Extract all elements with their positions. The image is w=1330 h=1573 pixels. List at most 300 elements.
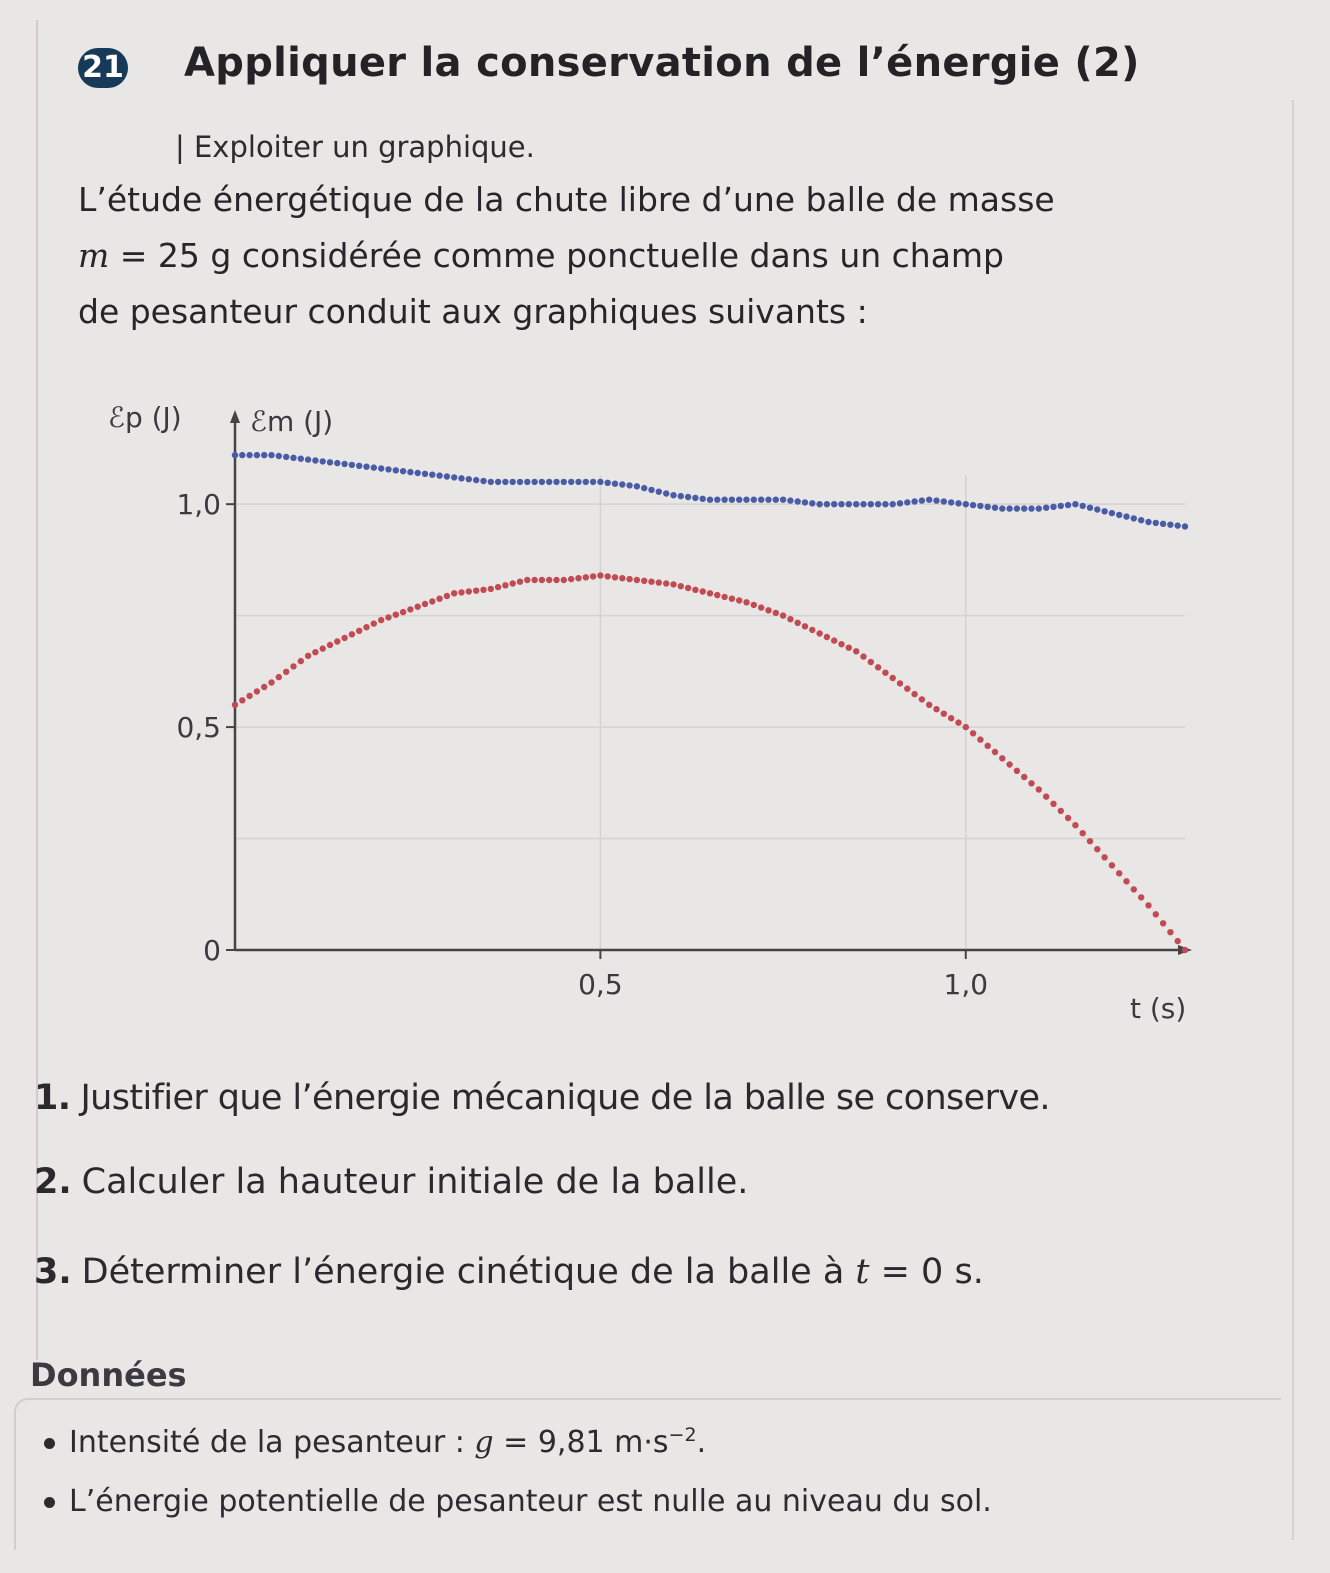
data-point xyxy=(890,501,896,507)
data-point xyxy=(634,483,640,489)
data-point xyxy=(824,634,830,640)
data-point xyxy=(378,617,384,623)
data-point xyxy=(320,645,326,651)
chart-grid xyxy=(235,475,1185,950)
data-point xyxy=(363,624,369,630)
data-point xyxy=(488,479,494,485)
data-point xyxy=(1080,503,1086,509)
data-point xyxy=(393,612,399,618)
data-point xyxy=(948,499,954,505)
data-point xyxy=(977,503,983,509)
data-point xyxy=(816,501,822,507)
data-point xyxy=(298,456,304,462)
data-point xyxy=(985,743,991,749)
data-point xyxy=(246,452,252,458)
data-point xyxy=(1087,505,1093,511)
data-point xyxy=(261,452,267,458)
data-point xyxy=(1131,515,1137,521)
gravity-value: = 9,81 m·s xyxy=(493,1425,669,1460)
data-point xyxy=(831,637,837,643)
data-point xyxy=(641,578,647,584)
data-point xyxy=(1036,505,1042,511)
data-point xyxy=(670,492,676,498)
x-axis-label: t (s) xyxy=(1130,992,1187,1025)
data-point xyxy=(1153,911,1159,917)
data-point xyxy=(400,468,406,474)
data-point xyxy=(341,635,347,641)
data-point xyxy=(1028,780,1034,786)
data-point xyxy=(1101,854,1107,860)
data-point xyxy=(911,498,917,504)
right-margin-rule xyxy=(1292,100,1294,1540)
data-point xyxy=(868,659,874,665)
data-point xyxy=(948,715,954,721)
data-point xyxy=(795,498,801,504)
data-point xyxy=(656,489,662,495)
data-point xyxy=(444,593,450,599)
data-point xyxy=(1065,502,1071,508)
data-point xyxy=(816,630,822,636)
data-point xyxy=(729,596,735,602)
data-point xyxy=(290,455,296,461)
data-point xyxy=(436,596,442,602)
data-point xyxy=(239,697,245,703)
data-point xyxy=(590,573,596,579)
data-point xyxy=(400,609,406,615)
data-point xyxy=(356,628,362,634)
y-axis-label-em: ℰm (J) xyxy=(250,405,334,438)
data-point xyxy=(758,497,764,503)
data-point xyxy=(1043,505,1049,511)
data-point xyxy=(875,664,881,670)
data-point xyxy=(692,495,698,501)
data-point xyxy=(510,479,516,485)
data-point xyxy=(1014,768,1020,774)
chart-axes xyxy=(230,410,1192,955)
data-point xyxy=(422,471,428,477)
data-point xyxy=(963,724,969,730)
data-point xyxy=(605,480,611,486)
exercise-subtitle: | Exploiter un graphique. xyxy=(175,130,535,164)
data-point xyxy=(780,497,786,503)
data-point xyxy=(488,586,494,592)
question-2 xyxy=(34,1162,748,1202)
data-point xyxy=(422,601,428,607)
data-point xyxy=(327,642,333,648)
data-point xyxy=(451,474,457,480)
data-point xyxy=(1021,774,1027,780)
data-point xyxy=(1109,862,1115,868)
data-point xyxy=(502,582,508,588)
data-point xyxy=(860,653,866,659)
data-point xyxy=(320,458,326,464)
bullet-icon xyxy=(44,1497,55,1508)
gravity-symbol: g xyxy=(474,1425,494,1460)
question-1 xyxy=(34,1078,1050,1118)
data-point xyxy=(765,497,771,503)
question-2-number: 2. xyxy=(34,1162,72,1202)
data-point xyxy=(312,649,318,655)
mass-symbol: m xyxy=(78,236,110,275)
chart-series xyxy=(232,452,1188,953)
data-point xyxy=(933,706,939,712)
data-point xyxy=(349,631,355,637)
data-point xyxy=(276,453,282,459)
data-point xyxy=(802,499,808,505)
data-point xyxy=(444,473,450,479)
data-point xyxy=(751,497,757,503)
data-point xyxy=(897,680,903,686)
data-point xyxy=(992,505,998,511)
data-point xyxy=(436,472,442,478)
data-item-potential-reference xyxy=(44,1484,992,1519)
data-point xyxy=(517,579,523,585)
data-point xyxy=(232,702,238,708)
data-point xyxy=(298,658,304,664)
data-point xyxy=(283,454,289,460)
data-point xyxy=(415,604,421,610)
data-point xyxy=(466,588,472,594)
data-point xyxy=(1167,522,1173,528)
data-point xyxy=(480,587,486,593)
data-point xyxy=(429,472,435,478)
data-point xyxy=(473,588,479,594)
data-point xyxy=(502,479,508,485)
data-point xyxy=(1123,513,1129,519)
data-point xyxy=(751,602,757,608)
question-2-text: Calculer la hauteur initiale de la balle. xyxy=(81,1162,749,1202)
data-point xyxy=(999,755,1005,761)
data-point xyxy=(612,574,618,580)
data-point xyxy=(641,485,647,491)
data-point xyxy=(334,638,340,644)
exercise-title: Appliquer la conservation de l’énergie (2) xyxy=(184,40,1140,86)
data-point xyxy=(838,641,844,647)
data-point xyxy=(458,589,464,595)
data-point xyxy=(846,501,852,507)
y-axis-arrow xyxy=(230,410,240,423)
data-point xyxy=(283,669,289,675)
data-point xyxy=(561,577,567,583)
data-point xyxy=(341,461,347,467)
energy-chart xyxy=(100,385,1220,1035)
data-point xyxy=(648,579,654,585)
data-point xyxy=(787,616,793,622)
data-point xyxy=(634,577,640,583)
data-point xyxy=(926,702,932,708)
data-point xyxy=(1116,512,1122,518)
question-3-number: 3. xyxy=(34,1252,72,1292)
data-point xyxy=(941,498,947,504)
data-point xyxy=(802,623,808,629)
data-point xyxy=(524,577,530,583)
data-point xyxy=(1043,793,1049,799)
data-point xyxy=(868,501,874,507)
mass-value: = 25 xyxy=(109,236,200,275)
data-point xyxy=(531,479,537,485)
data-section-box xyxy=(14,1398,1281,1550)
data-point xyxy=(846,645,852,651)
series-mechanical-energy xyxy=(232,452,1188,530)
data-point xyxy=(575,575,581,581)
data-point xyxy=(685,494,691,500)
y-axis-label-ep: ℰp (J) xyxy=(108,401,182,434)
data-point xyxy=(882,501,888,507)
data-point xyxy=(334,460,340,466)
data-point xyxy=(1021,505,1027,511)
data-point xyxy=(1160,920,1166,926)
data-point xyxy=(787,497,793,503)
data-point xyxy=(1123,878,1129,884)
data-point xyxy=(480,478,486,484)
data-point xyxy=(626,576,632,582)
data-point xyxy=(1014,505,1020,511)
data-section-title: Données xyxy=(30,1356,187,1394)
data-point xyxy=(1058,808,1064,814)
x-tick-label: 1,0 xyxy=(943,968,989,1001)
data-point xyxy=(546,577,552,583)
intro-line-2-rest: g considérée comme ponctuelle dans un champ xyxy=(199,236,1005,275)
data-point xyxy=(619,575,625,581)
question-1-text: Justifier que l’énergie mécanique de la balle se conserve. xyxy=(80,1078,1050,1118)
data-point xyxy=(1109,510,1115,516)
data-point xyxy=(239,452,245,458)
data-point xyxy=(758,604,764,610)
data-point xyxy=(1058,503,1064,509)
data-point xyxy=(385,466,391,472)
data-point xyxy=(743,497,749,503)
data-point xyxy=(407,606,413,612)
data-point xyxy=(933,497,939,503)
data-point xyxy=(290,663,296,669)
data-point xyxy=(1006,505,1012,511)
data-point xyxy=(1138,517,1144,523)
question-3-text: Déterminer l’énergie cinétique de la balle à xyxy=(81,1252,856,1292)
data-point xyxy=(919,497,925,503)
data-point xyxy=(1116,870,1122,876)
data-point xyxy=(707,497,713,503)
data-point xyxy=(561,479,567,485)
data-point xyxy=(495,479,501,485)
data-point xyxy=(1072,501,1078,507)
data-point xyxy=(963,501,969,507)
data-point xyxy=(246,693,252,699)
data-point xyxy=(743,599,749,605)
data-point xyxy=(531,577,537,583)
data-point xyxy=(553,577,559,583)
data-point xyxy=(678,493,684,499)
data-point xyxy=(276,674,282,680)
data-point xyxy=(838,501,844,507)
series-potential-energy xyxy=(232,572,1188,953)
data-point xyxy=(919,696,925,702)
data-point xyxy=(897,500,903,506)
data-point xyxy=(714,592,720,598)
data-point xyxy=(1182,523,1188,529)
data-point xyxy=(510,580,516,586)
data-point xyxy=(904,686,910,692)
data-point xyxy=(568,479,574,485)
data-point xyxy=(1145,902,1151,908)
question-3-time-value: = 0 s. xyxy=(869,1252,984,1292)
data-point xyxy=(1028,505,1034,511)
data-point xyxy=(1036,786,1042,792)
data-point xyxy=(656,579,662,585)
data-point xyxy=(860,501,866,507)
data-point xyxy=(663,580,669,586)
intro-line-1: L’étude énergétique de la chute libre d’une balle de masse xyxy=(78,180,1055,219)
data-point xyxy=(663,490,669,496)
data-point xyxy=(327,459,333,465)
data-point xyxy=(692,587,698,593)
data-point xyxy=(685,585,691,591)
data-point xyxy=(1080,830,1086,836)
data-point xyxy=(941,711,947,717)
data-point xyxy=(955,719,961,725)
data-point xyxy=(1006,761,1012,767)
data-point xyxy=(232,452,238,458)
exercise-number-badge: 21 xyxy=(78,48,128,88)
data-point xyxy=(765,607,771,613)
data-point xyxy=(1182,947,1188,953)
data-point xyxy=(1175,522,1181,528)
data-point xyxy=(1065,815,1071,821)
data-point xyxy=(451,590,457,596)
data-point xyxy=(970,502,976,508)
data-point xyxy=(1167,929,1173,935)
data-point xyxy=(583,479,589,485)
data-point xyxy=(736,597,742,603)
data-point xyxy=(809,500,815,506)
data-point xyxy=(1131,886,1137,892)
question-1-number: 1. xyxy=(34,1078,71,1118)
data-point xyxy=(597,572,603,578)
data-point xyxy=(853,501,859,507)
data-point xyxy=(407,469,413,475)
exercise-intro xyxy=(78,172,1248,340)
data-point xyxy=(553,479,559,485)
data-point xyxy=(736,497,742,503)
data-point xyxy=(1094,846,1100,852)
data-point xyxy=(985,504,991,510)
data-point xyxy=(539,577,545,583)
data-point xyxy=(539,479,545,485)
data-point xyxy=(605,573,611,579)
data-point xyxy=(254,452,260,458)
data-point xyxy=(261,684,267,690)
data-point xyxy=(1087,838,1093,844)
data-point xyxy=(393,467,399,473)
data-point xyxy=(575,479,581,485)
data-point xyxy=(268,452,274,458)
data-point xyxy=(780,612,786,618)
y-tick-label: 0,5 xyxy=(176,711,221,745)
data-point xyxy=(619,481,625,487)
data-point xyxy=(385,614,391,620)
data-point xyxy=(254,688,260,694)
data-point xyxy=(999,505,1005,511)
data-point xyxy=(466,476,472,482)
gravity-end: . xyxy=(696,1425,707,1460)
data-point xyxy=(824,501,830,507)
data-item-potential-text: L’énergie potentielle de pesanteur est nulle au niveau du sol. xyxy=(69,1484,992,1519)
data-point xyxy=(714,497,720,503)
data-point xyxy=(795,620,801,626)
data-point xyxy=(700,588,706,594)
data-point xyxy=(363,464,369,470)
data-point xyxy=(612,481,618,487)
data-point xyxy=(904,499,910,505)
data-point xyxy=(1050,504,1056,510)
data-point xyxy=(721,594,727,600)
data-point xyxy=(875,501,881,507)
chart-ticks xyxy=(176,488,988,1001)
time-variable: t xyxy=(855,1252,870,1292)
data-point xyxy=(415,470,421,476)
data-point xyxy=(524,479,530,485)
data-point xyxy=(568,576,574,582)
data-point xyxy=(977,736,983,742)
y-tick-label: 1,0 xyxy=(176,488,221,522)
intro-line-3: de pesanteur conduit aux graphiques suivants : xyxy=(78,292,868,331)
data-point xyxy=(305,456,311,462)
data-point xyxy=(1160,521,1166,527)
data-point xyxy=(992,749,998,755)
data-point xyxy=(1050,801,1056,807)
data-point xyxy=(955,500,961,506)
data-point xyxy=(371,464,377,470)
data-point xyxy=(809,627,815,633)
gravity-unit-exponent: −2 xyxy=(668,1424,697,1446)
data-point xyxy=(1145,519,1151,525)
data-point xyxy=(773,610,779,616)
y-tick-label: 0 xyxy=(203,934,221,967)
data-point xyxy=(429,598,435,604)
data-point xyxy=(911,691,917,697)
page-margin-rule xyxy=(36,20,38,1360)
data-point xyxy=(371,620,377,626)
data-point xyxy=(890,675,896,681)
data-point xyxy=(1138,894,1144,900)
data-point xyxy=(517,479,523,485)
data-point xyxy=(831,501,837,507)
data-point xyxy=(305,653,311,659)
data-point xyxy=(312,457,318,463)
data-point xyxy=(546,479,552,485)
data-point xyxy=(678,583,684,589)
data-point xyxy=(648,487,654,493)
data-point xyxy=(473,477,479,483)
data-point xyxy=(1153,520,1159,526)
data-point xyxy=(268,679,274,685)
data-point xyxy=(721,497,727,503)
data-point xyxy=(670,581,676,587)
data-point xyxy=(700,496,706,502)
data-point xyxy=(583,574,589,580)
data-point xyxy=(853,648,859,654)
data-point xyxy=(1175,938,1181,944)
intro-line-2 xyxy=(78,228,1248,284)
data-point xyxy=(458,475,464,481)
data-point xyxy=(597,479,603,485)
data-point xyxy=(707,590,713,596)
data-point xyxy=(773,497,779,503)
data-point xyxy=(356,463,362,469)
bullet-icon xyxy=(44,1438,55,1449)
data-item-gravity-prefix: Intensité de la pesanteur : xyxy=(69,1425,475,1460)
data-point xyxy=(926,497,932,503)
data-point xyxy=(349,462,355,468)
